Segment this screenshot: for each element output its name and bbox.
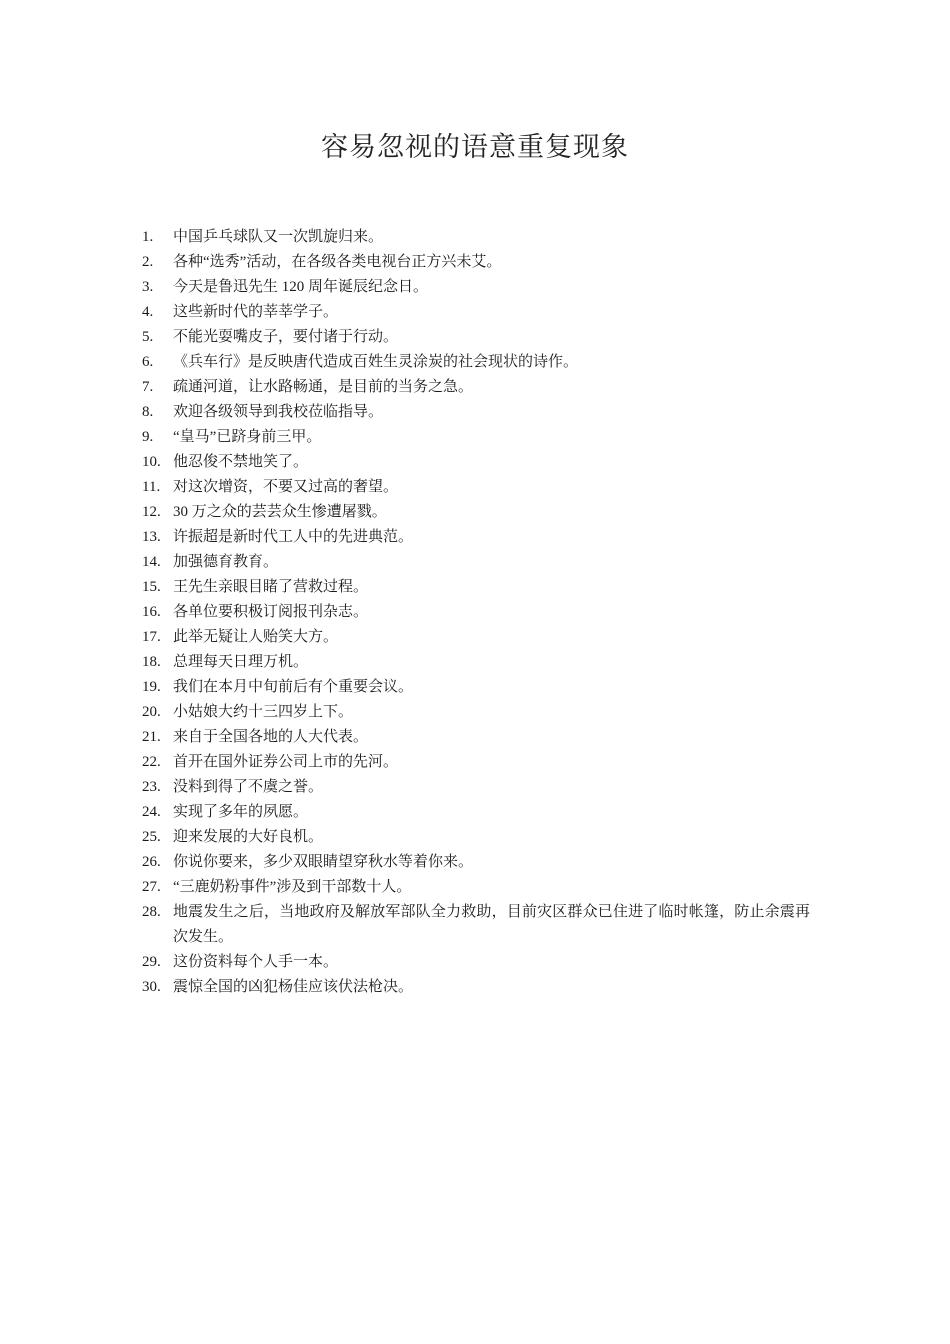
item-number: 20. <box>142 704 161 720</box>
item-text: 许振超是新时代工人中的先进典范。 <box>173 529 414 545</box>
item-text: 震惊全国的凶犯杨佳应该伏法枪决。 <box>173 979 414 995</box>
list-item <box>142 600 810 625</box>
sentence-list <box>142 225 810 1000</box>
list-item <box>142 550 810 575</box>
item-text: 没料到得了不虞之誉。 <box>173 779 324 795</box>
list-item <box>142 425 810 450</box>
item-text: 疏通河道，让水路畅通，是目前的当务之急。 <box>173 379 474 395</box>
item-number: 15. <box>142 579 161 595</box>
item-number: 23. <box>142 779 161 795</box>
item-number: 24. <box>142 804 161 820</box>
item-number: 14. <box>142 554 161 570</box>
item-number: 8. <box>142 404 154 420</box>
list-item <box>142 575 810 600</box>
item-number: 28. <box>142 904 161 920</box>
list-item <box>142 900 810 950</box>
item-text: 这份资料每个人手一本。 <box>173 954 339 970</box>
item-number: 19. <box>142 679 161 695</box>
item-number: 17. <box>142 629 161 645</box>
item-text: 今天是鲁迅先生 120 周年诞辰纪念日。 <box>173 279 429 295</box>
item-number: 21. <box>142 729 161 745</box>
list-item <box>142 275 810 300</box>
item-number: 9. <box>142 429 154 445</box>
item-text: 加强德育教育。 <box>173 554 279 570</box>
list-item <box>142 225 810 250</box>
item-text: 各种“选秀”活动，在各级各类电视台正方兴未艾。 <box>173 254 502 270</box>
item-number: 7. <box>142 379 154 395</box>
list-item <box>142 800 810 825</box>
list-item <box>142 725 810 750</box>
item-text: 首开在国外证券公司上市的先河。 <box>173 754 399 770</box>
item-text: “皇马”已跻身前三甲。 <box>173 429 322 445</box>
list-item <box>142 375 810 400</box>
item-number: 2. <box>142 254 154 270</box>
item-number: 26. <box>142 854 161 870</box>
list-item <box>142 250 810 275</box>
list-item <box>142 350 810 375</box>
item-number: 25. <box>142 829 161 845</box>
list-item <box>142 625 810 650</box>
item-text: 《兵车行》是反映唐代造成百姓生灵涂炭的社会现状的诗作。 <box>173 354 579 370</box>
item-number: 27. <box>142 879 161 895</box>
item-number: 30. <box>142 979 161 995</box>
list-item <box>142 700 810 725</box>
item-text: 他忍俊不禁地笑了。 <box>173 454 309 470</box>
item-text: 我们在本月中旬前后有个重要会议。 <box>173 679 414 695</box>
item-text: 对这次增资，不要又过高的奢望。 <box>173 479 399 495</box>
item-number: 13. <box>142 529 161 545</box>
item-text: 实现了多年的夙愿。 <box>173 804 309 820</box>
item-text: 此举无疑让人贻笑大方。 <box>173 629 339 645</box>
list-item <box>142 650 810 675</box>
item-text: 小姑娘大约十三四岁上下。 <box>173 704 354 720</box>
item-text: 来自于全国各地的人大代表。 <box>173 729 369 745</box>
item-text: 王先生亲眼目睹了营救过程。 <box>173 579 369 595</box>
item-text: 地震发生之后，当地政府及解放军部队全力救助，目前灾区群众已住进了临时帐篷，防止余震再次发生。 <box>173 904 810 945</box>
list-item <box>142 875 810 900</box>
document-title: 容易忽视的语意重复现象 <box>321 132 629 163</box>
item-text: 你说你要来，多少双眼睛望穿秋水等着你来。 <box>173 854 474 870</box>
item-text: 这些新时代的莘莘学子。 <box>173 304 339 320</box>
item-text: 总理每天日理万机。 <box>173 654 309 670</box>
list-item <box>142 500 810 525</box>
list-item <box>142 400 810 425</box>
list-item <box>142 675 810 700</box>
list-item <box>142 950 810 975</box>
list-item <box>142 775 810 800</box>
item-number: 11. <box>142 479 161 495</box>
list-item <box>142 850 810 875</box>
item-text: 中国乒乓球队又一次凯旋归来。 <box>173 229 384 245</box>
list-item <box>142 300 810 325</box>
item-number: 12. <box>142 504 161 520</box>
list-item <box>142 825 810 850</box>
item-number: 3. <box>142 279 154 295</box>
item-number: 22. <box>142 754 161 770</box>
list-item <box>142 450 810 475</box>
list-item <box>142 750 810 775</box>
item-number: 4. <box>142 304 154 320</box>
item-text: 各单位要积极订阅报刊杂志。 <box>173 604 369 620</box>
item-number: 6. <box>142 354 154 370</box>
list-item <box>142 475 810 500</box>
list-item <box>142 325 810 350</box>
item-number: 18. <box>142 654 161 670</box>
item-text: “三鹿奶粉事件”涉及到干部数十人。 <box>173 879 412 895</box>
item-text: 30 万之众的芸芸众生惨遭屠戮。 <box>173 504 387 520</box>
item-number: 1. <box>142 229 154 245</box>
item-number: 16. <box>142 604 161 620</box>
item-number: 5. <box>142 329 154 345</box>
list-item <box>142 975 810 1000</box>
list-item <box>142 525 810 550</box>
item-text: 迎来发展的大好良机。 <box>173 829 324 845</box>
item-number: 10. <box>142 454 161 470</box>
item-number: 29. <box>142 954 161 970</box>
item-text: 不能光耍嘴皮子，要付诸于行动。 <box>173 329 399 345</box>
item-text: 欢迎各级领导到我校莅临指导。 <box>173 404 384 420</box>
